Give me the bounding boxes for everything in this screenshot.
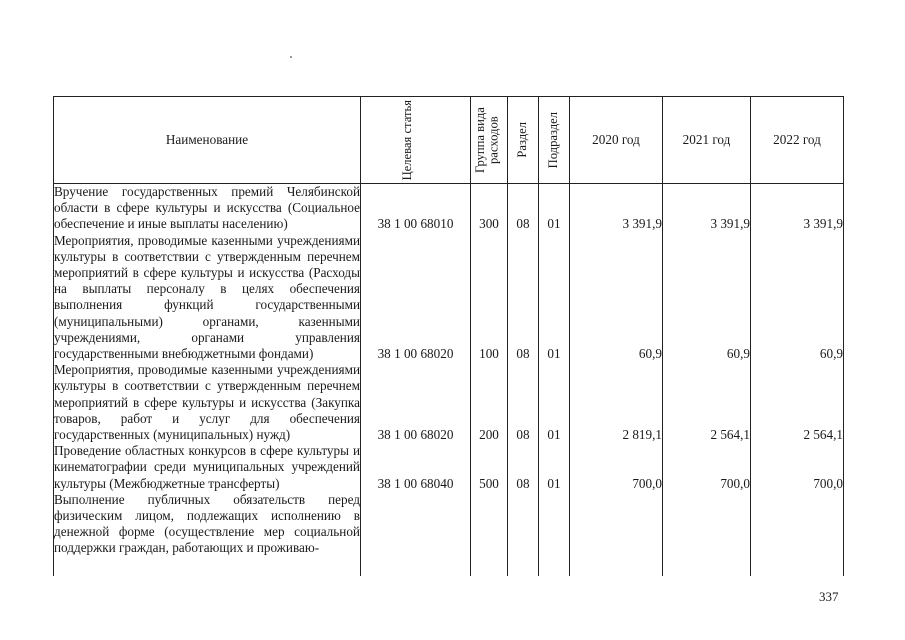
table-row	[54, 492, 844, 576]
row-target-article	[361, 492, 471, 576]
row-amount-2021: 700,0	[663, 443, 751, 492]
table-row	[54, 233, 844, 363]
row-subsection: 01	[539, 362, 570, 443]
row-amount-2020: 2 819,1	[570, 362, 663, 443]
row-amount-2020: 700,0	[570, 443, 663, 492]
header-year-2021: 2021 год	[663, 97, 751, 184]
row-section: 08	[508, 233, 539, 363]
table-row	[54, 362, 844, 443]
row-target-article: 38 1 00 68020	[361, 362, 471, 443]
row-amount-2022: 60,9	[751, 233, 844, 363]
row-expense-group: 300	[471, 184, 508, 233]
row-amount-2022: 2 564,1	[751, 362, 844, 443]
scan-speck	[290, 56, 292, 58]
row-subsection: 01	[539, 233, 570, 363]
row-expense-group: 100	[471, 233, 508, 363]
row-amount-2020: 60,9	[570, 233, 663, 363]
row-target-article: 38 1 00 68010	[361, 184, 471, 233]
row-expense-group: 200	[471, 362, 508, 443]
row-amount-2022: 700,0	[751, 443, 844, 492]
header-target-article	[361, 97, 471, 184]
row-expense-group	[471, 492, 508, 576]
header-expense-group-text: Группа вида расходов	[473, 107, 501, 173]
header-section	[508, 97, 539, 184]
row-amount-2021	[663, 492, 751, 576]
row-amount-2021: 2 564,1	[663, 362, 751, 443]
row-name: Мероприятия, проводимые казенными учреждениями культуры в соответствии с утвержденным перечнем мероприятий в сфере культуры и искусства (Расходы на выплаты персоналу в целях обеспечения выполнения функций государственными (муниципальными) органами, казенными учреждениями, органами управления государственными внебюджетными фондами)	[54, 232, 360, 362]
header-subsection	[539, 97, 570, 184]
header-year-2020: 2020 год	[570, 97, 663, 184]
table-row	[54, 443, 844, 492]
table-row	[54, 184, 844, 233]
row-name: Мероприятия, проводимые казенными учреждениями культуры в соответствии с утвержденным перечнем мероприятий в сфере культуры и искусства (Закупка товаров, работ и услуг для обеспечения государственных (муниципальных) нужд)	[54, 362, 360, 443]
row-amount-2021: 3 391,9	[663, 184, 751, 233]
row-section: 08	[508, 362, 539, 443]
budget-table	[53, 96, 844, 576]
row-amount-2022: 3 391,9	[751, 184, 844, 233]
header-section-text: Раздел	[515, 122, 530, 158]
page-number: 337	[819, 589, 839, 604]
row-amount-2020	[570, 492, 663, 576]
row-amount-2022	[751, 492, 844, 576]
row-section: 08	[508, 184, 539, 233]
row-expense-group: 500	[471, 443, 508, 492]
header-target-article-text: Целевая статья	[399, 99, 414, 181]
row-name: Проведение областных конкурсов в сфере культуры и кинематографии среди муниципальных учреждений культуры (Межбюджетные трансферты)	[54, 443, 360, 491]
header-name: Наименование	[54, 97, 361, 184]
row-subsection: 01	[539, 443, 570, 492]
row-amount-2020: 3 391,9	[570, 184, 663, 233]
row-section: 08	[508, 443, 539, 492]
table-header	[54, 97, 844, 184]
row-target-article: 38 1 00 68040	[361, 443, 471, 492]
row-name: Вручение государственных премий Челябинской области в сфере культуры и искусства (Социальное обеспечение и иные выплаты населению)	[54, 184, 360, 232]
header-year-2022: 2022 год	[751, 97, 844, 184]
header-expense-group	[471, 97, 508, 184]
row-section	[508, 492, 539, 576]
row-subsection	[539, 492, 570, 576]
row-target-article: 38 1 00 68020	[361, 233, 471, 363]
row-subsection: 01	[539, 184, 570, 233]
row-amount-2021: 60,9	[663, 233, 751, 363]
header-subsection-text: Подраздел	[546, 111, 561, 169]
row-name: Выполнение публичных обязательств перед физическим лицом, подлежащих исполнению в денежной форме (осуществление мер социальной поддержки граждан, работающих и проживаю-	[54, 492, 361, 576]
